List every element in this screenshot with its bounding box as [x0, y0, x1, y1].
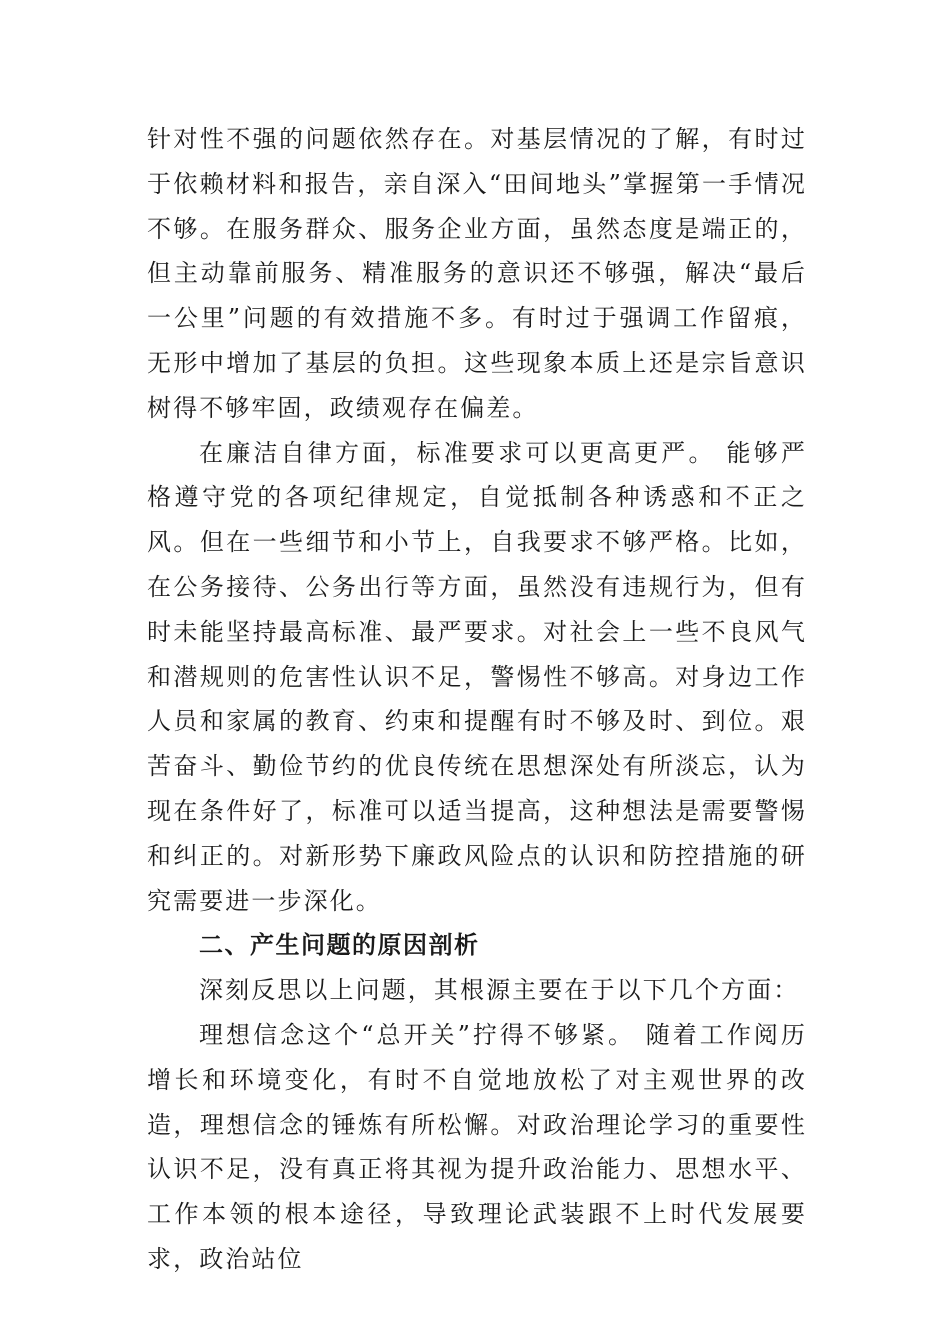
paragraph-reflection-intro: 深刻反思以上问题，其根源主要在于以下几个方面：	[199, 976, 800, 1005]
section-heading-causes: 二、产生问题的原因剖析	[199, 931, 480, 960]
paragraph-integrity: 在廉洁自律方面，标准要求可以更高更严。 能够严格遵守党的各项纪律规定，自觉抵制各种诱惑和不正之风。但在一些细节和小节上，自我要求不够严格。比如，在公务接待、公务出行等方面，虽然没有违规行为，但有时未能坚持最高标准、最严要求。对社会上一些不良风气和潜规则的危害性认识不足，警惕性不够高。对身边工作人员和家属的教育、约束和提醒有时不够及时、到位。艰苦奋斗、勤俭节约的优良传统在思想深处有所淡忘，认为现在条件好了，标准可以适当提高，这种想法是需要警惕和纠正的。对新形势下廉政风险点的认识和防控措施的研究需要进一步深化。	[147, 438, 807, 915]
paragraph-ideals: 理想信念这个“总开关”拧得不够紧。 随着工作阅历增长和环境变化，有时不自觉地放松了对主观世界的改造，理想信念的锤炼有所松懈。对政治理论学习的重要性认识不足，没有真正将其视为提升政治能力、思想水平、工作本领的根本途径，导致理论武装跟不上时代发展要求，政治站位	[147, 1020, 807, 1273]
document-body	[147, 117, 807, 1282]
paragraph-continuation: 针对性不强的问题依然存在。对基层情况的了解，有时过于依赖材料和报告，亲自深入“田间地头”掌握第一手情况不够。在服务群众、服务企业方面，虽然态度是端正的，但主动靠前服务、精准服务的意识还不够强，解决“最后一公里”问题的有效措施不多。有时过于强调工作留痕，无形中增加了基层的负担。这些现象本质上还是宗旨意识树得不够牢固，政绩观存在偏差。	[147, 125, 807, 422]
